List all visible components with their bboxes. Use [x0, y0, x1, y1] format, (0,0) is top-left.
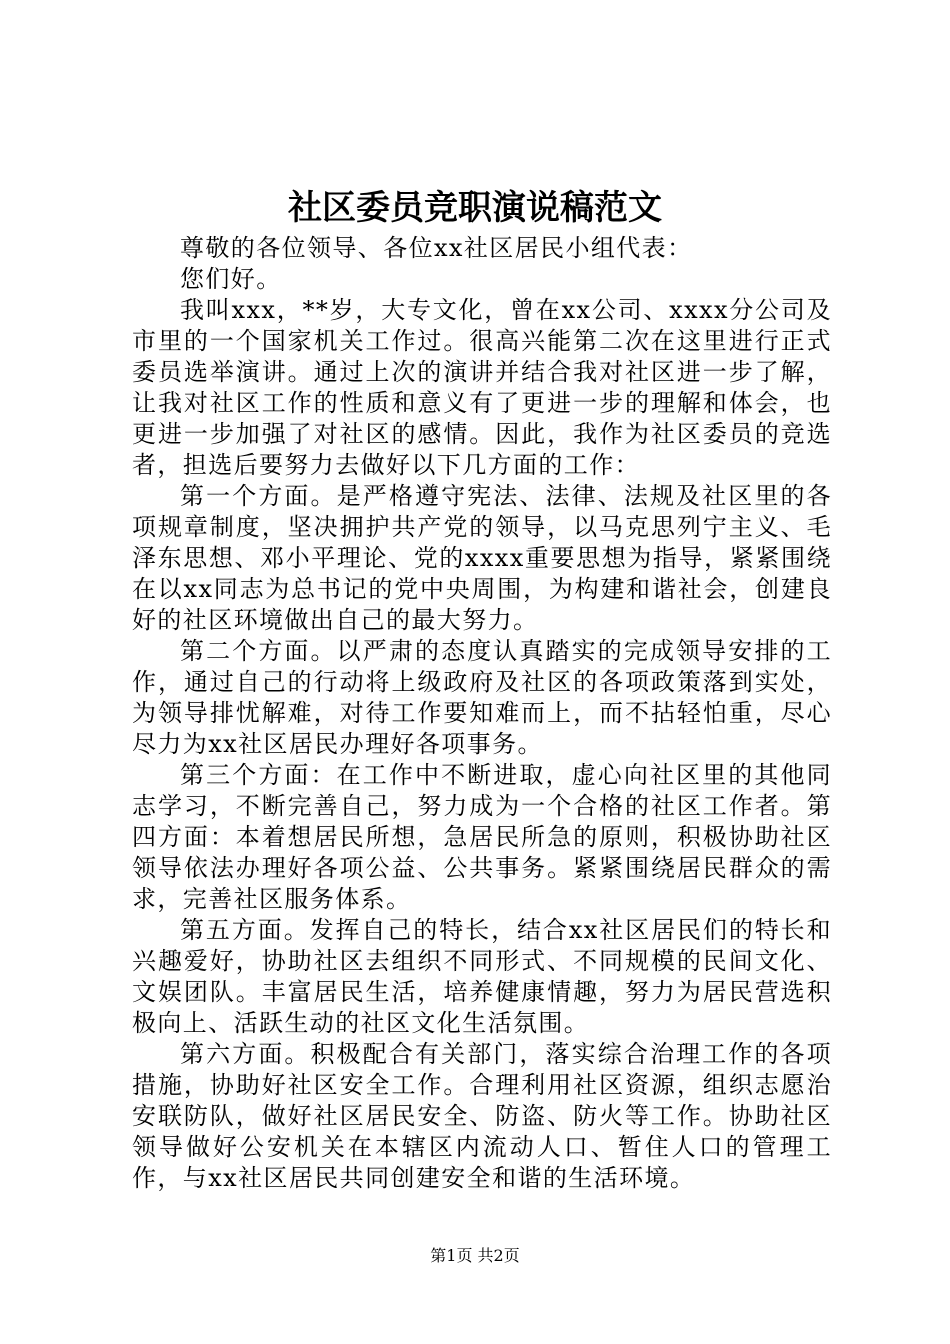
document-body [132, 233, 832, 1194]
document-title: 社区委员竞职演说稿范文 [288, 188, 662, 228]
aspect-six-paragraph: 第六方面。积极配合有关部门，落实综合治理工作的各项措施，协助好社区安全工作。合理利用社区资源，组织志愿治安联防队，做好社区居民安全、防盗、防火等工作。协助社区领导做好公安机关在本辖区内流动人口、暂住人口的管理工作，与xx社区居民共同创建安全和谐的生活环境。 [132, 1040, 832, 1192]
intro-paragraph: 我叫xxx，**岁，大专文化，曾在xx公司、xxxx分公司及市里的一个国家机关工作过。很高兴能第二次在这里进行正式委员选举演讲。通过上次的演讲并结合我对社区进一步了解，让我对社区工作的性质和意义有了更进一步的理解和体会，也更进一步加强了对社区的感情。因此，我作为社区委员的竞选者，担选后要努力去做好以下几方面的工作： [132, 296, 832, 479]
aspect-one-paragraph: 第一个方面。是严格遵守宪法、法律、法规及社区里的各项规章制度，坚决拥护共产党的领导，以马克思列宁主义、毛泽东思想、邓小平理论、党的xxxx重要思想为指导，紧紧围绕在以xx同志为总书记的党中央周围，为构建和谐社会，创建良好的社区环境做出自己的最大努力。 [132, 482, 832, 634]
aspect-two-paragraph: 第二个方面。以严肃的态度认真踏实的完成领导安排的工作，通过自己的行动将上级政府及社区的各项政策落到实处，为领导排忧解难，对待工作要知难而上，而不拈轻怕重，尽心尽力为xx社区居民办理好各项事务。 [132, 637, 832, 758]
greeting-paragraph: 您们好。 [180, 265, 282, 293]
page-number-footer: 第1页 共2页 [430, 1246, 520, 1265]
aspect-three-four-paragraph: 第三个方面：在工作中不断进取，虚心向社区里的其他同志学习，不断完善自己，努力成为一个合格的社区工作者。第四方面：本着想居民所想，急居民所急的原则，积极协助社区领导依法办理好各项公益、公共事务。紧紧围绕居民群众的需求，完善社区服务体系。 [132, 761, 832, 913]
salutation-paragraph: 尊敬的各位领导、各位xx社区居民小组代表： [180, 234, 693, 262]
aspect-five-paragraph: 第五方面。发挥自己的特长，结合xx社区居民们的特长和兴趣爱好，协助社区去组织不同形式、不同规模的民间文化、文娱团队。丰富居民生活，培养健康情趣，努力为居民营选积极向上、活跃生动的社区文化生活氛围。 [132, 916, 832, 1037]
